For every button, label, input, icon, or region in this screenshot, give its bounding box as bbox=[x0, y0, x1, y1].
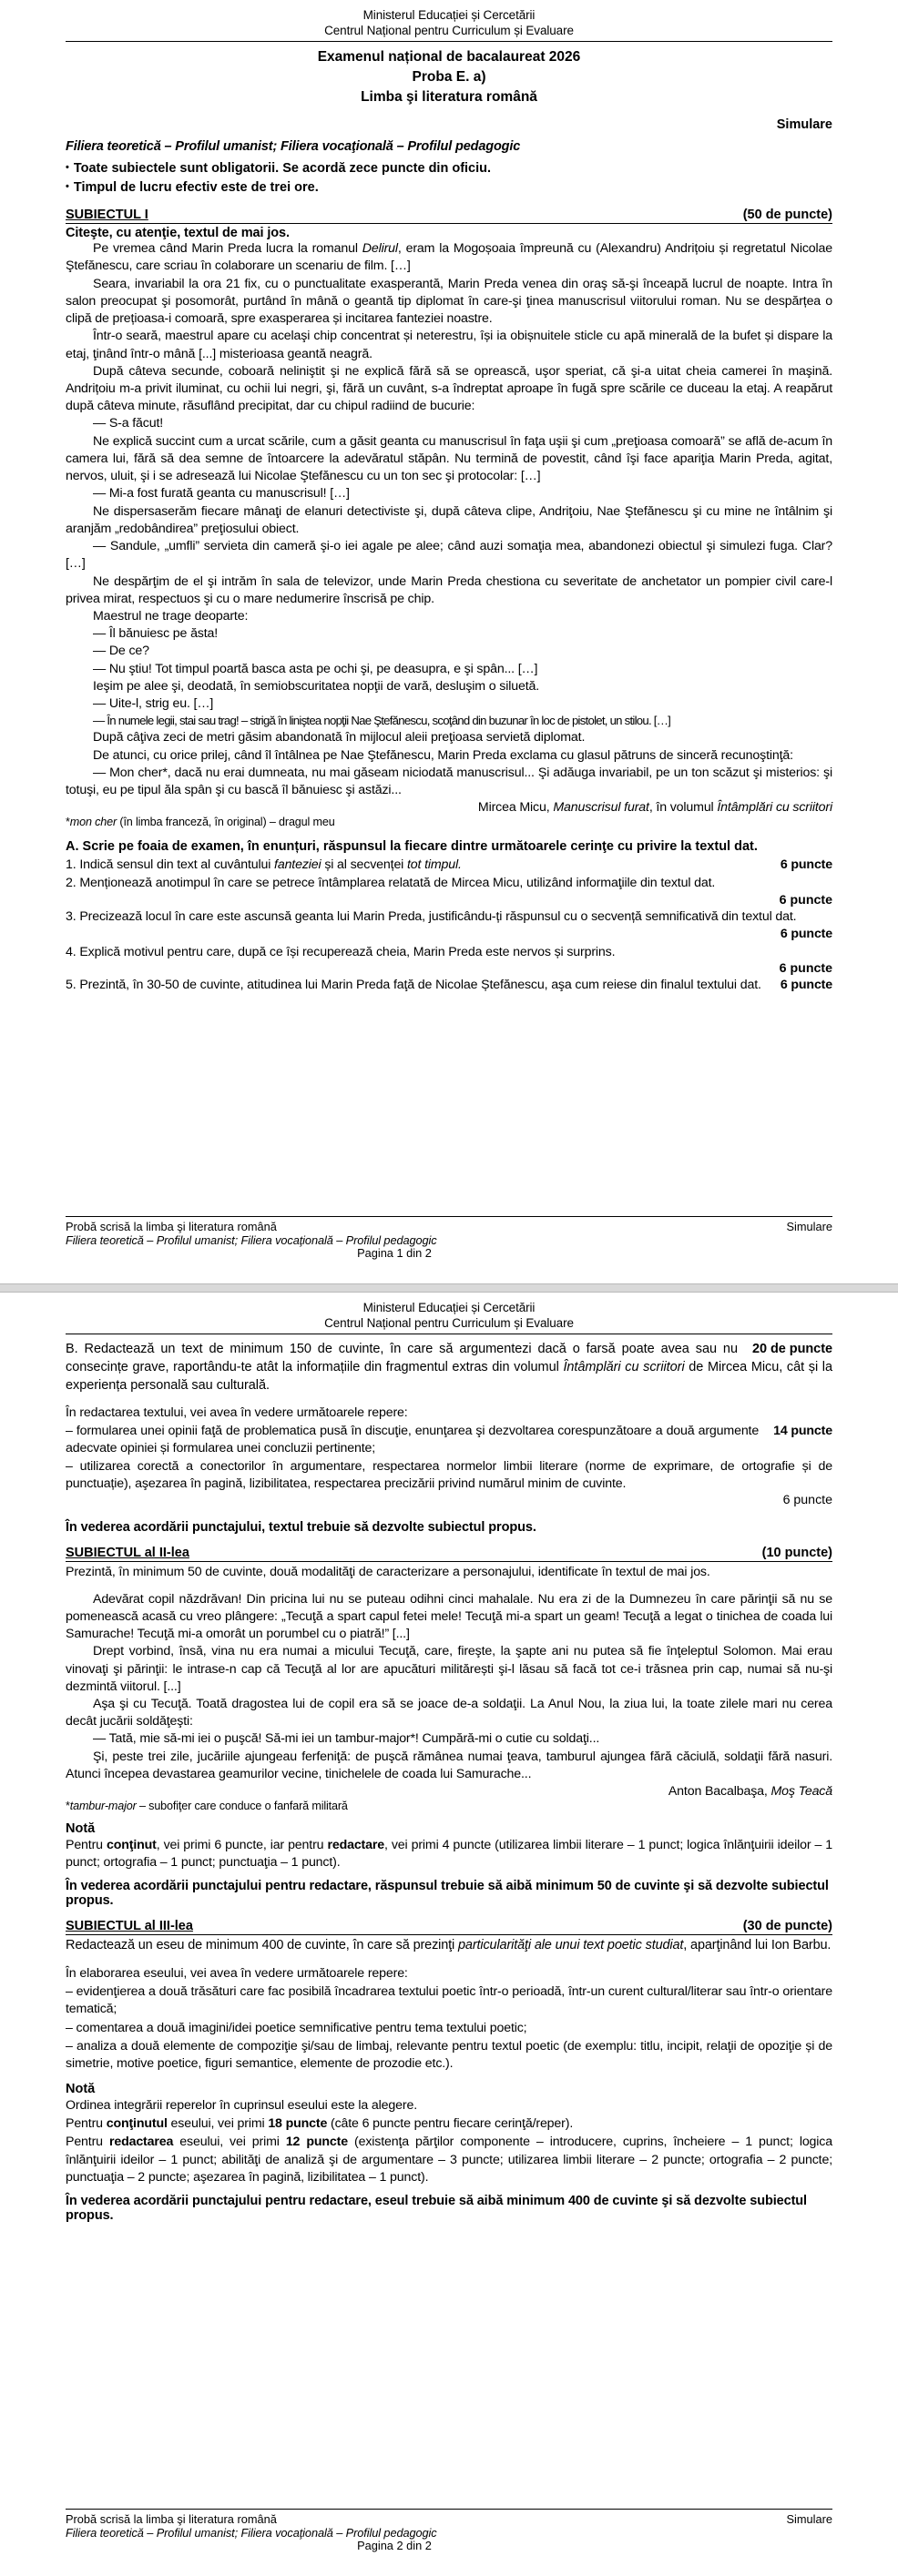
subject-2-footnote: *tambur-major – subofiţer care conduce o fanfară militară bbox=[66, 1800, 348, 1813]
subject-3-divider bbox=[66, 1934, 832, 1935]
text-paragraph: — Tată, mie să-mi iei o puşcă! Să-mi iei un tambur-major*! Cumpără-mi o cutie cu soldaţi... bbox=[93, 1731, 600, 1747]
exam-rules bbox=[66, 159, 832, 197]
text-paragraph: Ne explică succint cum a urcat scările, cum a găsit geanta cu manuscrisul în faţa uşii şi cum „preţioasa comoară” se află de-acum în camera lui, fără să dea semne de întoarcere la adevăratul stăpân. Nu termină de povestit, când îşi face apariţia Marin Preda, agitat, nervos, uluit, şi i se adresează lui Nicolae Ştefănescu cu un ton sec şi protocolar: […] bbox=[66, 433, 832, 484]
footer-filiera: Filiera teoretică – Profilul umanist; Filiera vocaţională – Profilul pedagogic bbox=[66, 2526, 437, 2540]
task-b-points: 20 de puncte bbox=[751, 1341, 832, 1356]
ministry-line-2: Centrul Național pentru Curriculum și Evaluare bbox=[324, 1316, 574, 1331]
text-paragraph: Şi, peste trei zile, jucăriile ajungeau ferfeniţă: de puşcă rămânea numai ţeava, tamburul ajungea fără căciulă, soldaţii fără nasuri. Atunci începea devastarea geamurilor vecine, tinichelele de coada lui Samurache... bbox=[66, 1749, 832, 1781]
exam-page-2 bbox=[0, 1293, 898, 2576]
subject-1-text bbox=[66, 240, 832, 799]
text-paragraph: Într-o seară, maestrul apare cu acelaşi chip concentrat și neterestru, își ia obișnuitele sticle cu apă minerală de la bufet și dispare la etaj, ţinând într-o mână [...] misterioasa geantă neagră. bbox=[66, 329, 832, 361]
text-paragraph: Adevărat copil năzdrăvan! Din pricina lui nu se puteau odihni cinci mahalale. Nu era zi de la Dumnezeu în care părinţii să nu se pomenească acasă cu vreo plângere: „Tecuţă a spart capul fetei mele! Tecuţă mi-a spart un geam! Tecuţă a legat o tinichea de coada lui Samurache! Tecuţă mi-a omorât un porumbel cu o piatră!” [...] bbox=[66, 1591, 832, 1642]
text-paragraph: După câteva secunde, coboară neliniştit şi ne explică fără să se oprească, uşor speriat, că şi-a uitat cheia camerei în maşină. Andrițoiu m-a privit iluminat, cu ochii lui negri, şi, fără un cuvânt, s-a îndreptat aproape în fugă spre scările ce duceau la etaj. A reapărut după câteva minute, răsuflând precipitat, dar cu chipul radiind de bucurie: bbox=[66, 363, 832, 414]
criterion-points: 6 puncte bbox=[782, 1493, 832, 1508]
subject-2-nota-title: Notă bbox=[66, 1821, 96, 1837]
footer-divider bbox=[66, 1216, 832, 1217]
ministry-line-1: Ministerul Educației și Cercetării bbox=[362, 1301, 536, 1314]
text-paragraph: Pe vremea când Marin Preda lucra la romanul Delirul, eram la Mogoșoaia împreună cu (Alexandru) Andrițoiu și regretatul Nicolae Ştefănescu, care scriau în colaborare un scenariu de film. […] bbox=[66, 241, 832, 274]
question-points: 6 puncte bbox=[779, 892, 832, 908]
text-paragraph: — De ce? bbox=[93, 644, 149, 659]
page-1-footer bbox=[66, 1216, 832, 1260]
text-paragraph: — Îl bănuiesc pe ăsta! bbox=[93, 626, 219, 642]
subject-2-final-note: În vederea acordării punctajului pentru redactare, răspunsul trebuie să aibă minimum 50 de cuvinte şi să dezvolte subiectul propus. bbox=[66, 1879, 829, 1909]
ministry-line-1: Ministerul Educației și Cercetării bbox=[362, 8, 536, 22]
question-points: 6 puncte bbox=[779, 961, 832, 977]
subject-3-final-note: În vederea acordării punctajului pentru redactare, eseul trebuie să aibă minimum 400 de cuvinte şi să dezvolte subiectul propus. bbox=[66, 2193, 807, 2223]
ministry-header bbox=[66, 1300, 832, 1332]
subject-3-nota-title: Notă bbox=[66, 2082, 96, 2097]
text-paragraph: — Mi-a fost furată geanta cu manuscrisul! […] bbox=[93, 486, 350, 502]
page-2-footer bbox=[66, 2509, 832, 2552]
text-paragraph: Ieşim pe alee şi, deodată, în semiobscuritatea nopţii de vară, desluşim o siluetă. bbox=[93, 678, 540, 694]
subject-3-criterion: – evidenţierea a două trăsături care fac posibilă încadrarea textului poetic într-o perioadă, într-un curent cultural/literar sau într-o orientare tematică; bbox=[66, 1984, 832, 2017]
subject-3-criterion: – comentarea a două imagini/idei poetice semnificative pentru tema textului poetic; bbox=[66, 2020, 527, 2035]
question-item bbox=[66, 857, 832, 874]
exam-subject-name: Limba şi literatura română bbox=[361, 89, 537, 106]
question-text: 1. Indică sensul din text al cuvântului fanteziei și al secvenței tot timpul. bbox=[66, 857, 462, 873]
exam-session: Simulare bbox=[776, 117, 832, 132]
question-points: 6 puncte bbox=[780, 857, 832, 873]
question-item bbox=[66, 977, 832, 994]
question-item bbox=[66, 944, 832, 961]
footer-top-row bbox=[66, 1220, 832, 1233]
exam-page-1 bbox=[0, 0, 898, 1283]
criterion-text: – formularea unei opinii faţă de problematica pusă în discuţie, enunţarea şi dezvoltarea corespunzătoare a două argumente adecvate opiniei și formularea unei concluzii pertinente; bbox=[66, 1423, 760, 1455]
question-text: 2. Menționează anotimpul în care se petrece întâmplarea relatată de Mircea Micu, utilizând informaţiile din textul dat. bbox=[66, 876, 716, 891]
footer-right-text: Simulare bbox=[786, 1220, 832, 1233]
exam-title: Examenul național de bacalaureat 2026 bbox=[317, 48, 581, 65]
subject-3-criterion: – analiza a două elemente de compoziţie şi/sau de limbaj, relevante pentru textul poetic (de exemplu: titlu, incipit, relaţii de opoziţie și de simetrie, motive poetice, figuri semantice, elemente de prozodie etc.). bbox=[66, 2038, 832, 2071]
subject-1-points: (50 de puncte) bbox=[742, 208, 832, 223]
rule-item-1: • Toate subiectele sunt obligatorii. Se acordă zece puncte din oficiu. bbox=[66, 159, 832, 178]
subject-3-points: (30 de puncte) bbox=[742, 1919, 832, 1934]
task-b-intro: În redactarea textului, vei avea în vedere următoarele repere: bbox=[66, 1405, 408, 1420]
question-item bbox=[66, 908, 832, 943]
footer-page-number: Pagina 2 din 2 bbox=[357, 2539, 432, 2552]
subject-1-instruction: Citeşte, cu atenţie, textul de mai jos. bbox=[66, 226, 290, 241]
text-paragraph: — Uite-l, strig eu. […] bbox=[93, 696, 214, 712]
subject-2-points: (10 puncte) bbox=[761, 1546, 832, 1561]
subject-2-attribution: Anton Bacalbaşa, Moş Teacă bbox=[668, 1784, 832, 1800]
text-paragraph: — Nu ştiu! Tot timpul poartă basca asta pe ochi şi, pe deasupra, e şi spân... […] bbox=[93, 661, 538, 676]
subject-2-divider bbox=[66, 1561, 832, 1562]
question-text: 3. Precizează locul în care este ascunsă geanta lui Marin Preda, justificându-ți răspunsul cu o secvență semnificativă din textul dat. bbox=[66, 908, 797, 924]
text-paragraph: Maestrul ne trage deoparte: bbox=[93, 609, 249, 624]
exam-title-block bbox=[66, 47, 832, 108]
subject-3-intro: În elaborarea eseului, vei avea în vedere următoarele repere: bbox=[66, 1966, 408, 1982]
subject-2-instruction: Prezintă, în minimum 50 de cuvinte, două modalităţi de caracterizare a personajului, identificate în textul de mai jos. bbox=[66, 1565, 710, 1580]
text-paragraph: — Sandule, „umfli” servieta din cameră şi-o iei agale pe alee; când auzi somaţia mea, abandonezi obiectul şi simulezi fuga. Clar? […] bbox=[66, 539, 832, 572]
text-paragraph: Aşa şi cu Tecuţă. Toată dragostea lui de copil era să se joace de-a soldaţii. La Anul Nou, la ziua lui, la toate zilele mari nu cerea decât jucării soldăţeşti: bbox=[66, 1696, 832, 1729]
subject-2-name: SUBIECTUL al II-lea bbox=[66, 1546, 189, 1561]
question-points: 6 puncte bbox=[780, 926, 832, 941]
subject-3-nota-line: Pentru redactarea eseului, vei primi 12 puncte (existenţa părţilor componente – introducere, cuprins, încheiere – 1 punct; logica înlănţuirii ideilor – 1 punct; abilităţi de analiză şi de argumentare – 3 puncte; utilizarea limbii literare – 2 puncte; ortografia – 2 puncte; punctuaţia – 2 puncte; aşezarea în pagină, lizibilitatea – 1 punct). bbox=[66, 2135, 832, 2185]
footer-divider bbox=[66, 2509, 832, 2510]
task-b-note: În vederea acordării punctajului, textul trebuie să dezvolte subiectul propus. bbox=[66, 1520, 536, 1536]
text-paragraph: — S-a făcut! bbox=[93, 416, 164, 431]
footer-top-row bbox=[66, 2512, 832, 2526]
footer-filiera: Filiera teoretică – Profilul umanist; Filiera vocaţională – Profilul pedagogic bbox=[66, 1233, 437, 1247]
subject-1-name: SUBIECTUL I bbox=[66, 208, 148, 223]
footer-left-text: Probă scrisă la limba şi literatura română bbox=[66, 1220, 277, 1233]
text-paragraph: Seara, invariabil la ora 21 fix, cu o punctualitate exasperantă, Marin Preda venea din oraş să-şi înceapă lucrul de noapte. Intra în salon preocupat şi posomorât, purtând în mână o geantă tip diplomat în care-şi ţinea manuscrisul viitorului roman. Nu se despărțea o clipă de prețioasa-i comoară, spre exasperarea și incitarea fanteziei noastre. bbox=[66, 276, 832, 327]
task-a-instruction: A. Scrie pe foaia de examen, în enunțuri, răspunsul la fiecare dintre următoarele cerinţe cu privire la textul dat. bbox=[66, 839, 758, 855]
text-paragraph: — În numele legii, stai sau trag! – strigă în liniştea nopţii Nae Ştefănescu, scoţând din buzunar în loc de pistolet, un stilou. […] bbox=[93, 714, 671, 728]
text-paragraph: — Mon cher*, dacă nu erai dumneata, nu mai găseam niciodată manuscrisul... Şi adăuga invariabil, pe un ton scăzut şi misterios: şi totuşi, eu pe tipul ăla spân şi cu bască îl bănuiesc şi astăzi... bbox=[66, 765, 832, 797]
footer-page-number: Pagina 1 din 2 bbox=[357, 1246, 432, 1260]
question-points: 6 puncte bbox=[780, 978, 832, 993]
ministry-header bbox=[66, 7, 832, 39]
question-text: 4. Explică motivul pentru care, după ce își recuperează cheia, Marin Preda este nervos și surprins. bbox=[66, 944, 616, 959]
subject-3-nota-line: Pentru conţinutul eseului, vei primi 18 puncte (câte 6 puncte pentru fiecare cerinţă/reper). bbox=[66, 2116, 574, 2132]
exam-proba: Proba E. a) bbox=[412, 69, 486, 85]
subject-2-header bbox=[66, 1546, 832, 1560]
subject-1-attribution: Mircea Micu, Manuscrisul furat, în volumul Întâmplări cu scriitori bbox=[477, 800, 832, 816]
footer-right-text: Simulare bbox=[786, 2512, 832, 2526]
task-b-criterion bbox=[66, 1423, 832, 1457]
task-b-text: B. Redactează un text de minimum 150 de cuvinte, în care să argumentezi dacă o farsă poate avea sau nu consecințe grave, raportându-te atât la informațiile din fragmentul extras din volumul Întâmplări cu scriitori de Mircea Micu, cât și la experiența personală sau culturală. bbox=[66, 1341, 832, 1393]
text-paragraph: După câţiva zeci de metri găsim abandonată în mijlocul aleii preţioasa servietă diplomat. bbox=[93, 730, 586, 745]
subject-3-name: SUBIECTUL al III-lea bbox=[66, 1919, 193, 1934]
footer-left-text: Probă scrisă la limba şi literatura română bbox=[66, 2512, 277, 2526]
text-paragraph: De atunci, cu orice prilej, când îl întâlnea pe Nae Ştefănescu, Marin Preda exclama cu glasul pătruns de sinceră recunoştinţă: bbox=[93, 747, 793, 763]
ministry-line-2: Centrul Național pentru Curriculum și Evaluare bbox=[324, 24, 574, 38]
text-paragraph: Ne dispersaserăm fiecare mânaţi de elanuri detectiviste şi, după câteva clipe, Andriţoiu, Nae Ştefănescu şi cu mine ne întâlnim şi aranjăm „redobândirea” preţiosului obiect. bbox=[66, 503, 832, 536]
subject-2-text bbox=[66, 1591, 832, 1784]
subject-1-header bbox=[66, 208, 832, 222]
task-b-block bbox=[66, 1340, 832, 1394]
header-divider bbox=[66, 41, 832, 42]
question-text: 5. Prezintă, în 30-50 de cuvinte, atitudinea lui Marin Preda faţă de Nicolae Ștefănescu, aşa cum reiese din finalul textului dat. bbox=[66, 978, 761, 993]
page-separator bbox=[0, 1283, 898, 1293]
filiera-line: Filiera teoretică – Profilul umanist; Filiera vocaţională – Profilul pedagogic bbox=[66, 138, 521, 154]
subject-3-instruction: Redactează un eseu de minimum 400 de cuvinte, în care să prezinţi particularităţi ale unui text poetic studiat, aparţinând lui Ion Barbu. bbox=[66, 1938, 832, 1953]
subject-1-footnote: *mon cher (în limba franceză, în original) – dragul meu bbox=[66, 816, 335, 829]
text-paragraph: Ne despărţim de el şi intrăm în sala de televizor, unde Marin Preda chestiona cu severitate de anchetator un pompier civil care-l privea mirat, respectuos şi cu o mare nedumerire înscrisă pe chip. bbox=[66, 573, 832, 606]
subject-3-header bbox=[66, 1919, 832, 1933]
question-item bbox=[66, 875, 832, 892]
text-paragraph: Drept vorbind, însă, vina nu era numai a micului Tecuţă, care, fireşte, la şapte ani nu putea să fie înţeleptul Solomon. Mai erau vinovaţi şi părinţii: le intrase-n cap că Tecuţă al lor are apucături militărești şi-l lăsau să facă tot ce-i trăsnea prin cap, numai să nu-şi dezmintă viitorul. [...] bbox=[66, 1644, 832, 1694]
task-b-criterion bbox=[66, 1458, 832, 1493]
criterion-text: – utilizarea corectă a conectorilor în argumentare, respectarea normelor limbii literare (norme de exprimare, de ortografie și de punctuație), aşezarea în pagină, lizibilitatea, respectarea precizării privind numărul minim de cuvinte. bbox=[66, 1459, 832, 1492]
subject-1-divider bbox=[66, 223, 832, 224]
criterion-points: 14 puncte bbox=[773, 1423, 832, 1438]
task-a-questions bbox=[66, 857, 832, 994]
subject-2-nota-text: Pentru conţinut, vei primi 6 puncte, iar pentru redactare, vei primi 4 puncte (utilizarea limbii literare – 1 punct; logica înlănţuirii ideilor – 1 punct; ortografia – 1 punct; punctuaţia – 1 punct). bbox=[66, 1838, 832, 1871]
subject-3-nota-line: Ordinea integrării reperelor în cuprinsul eseului este la alegere. bbox=[66, 2098, 417, 2114]
rule-item-2: • Timpul de lucru efectiv este de trei ore. bbox=[66, 178, 832, 198]
